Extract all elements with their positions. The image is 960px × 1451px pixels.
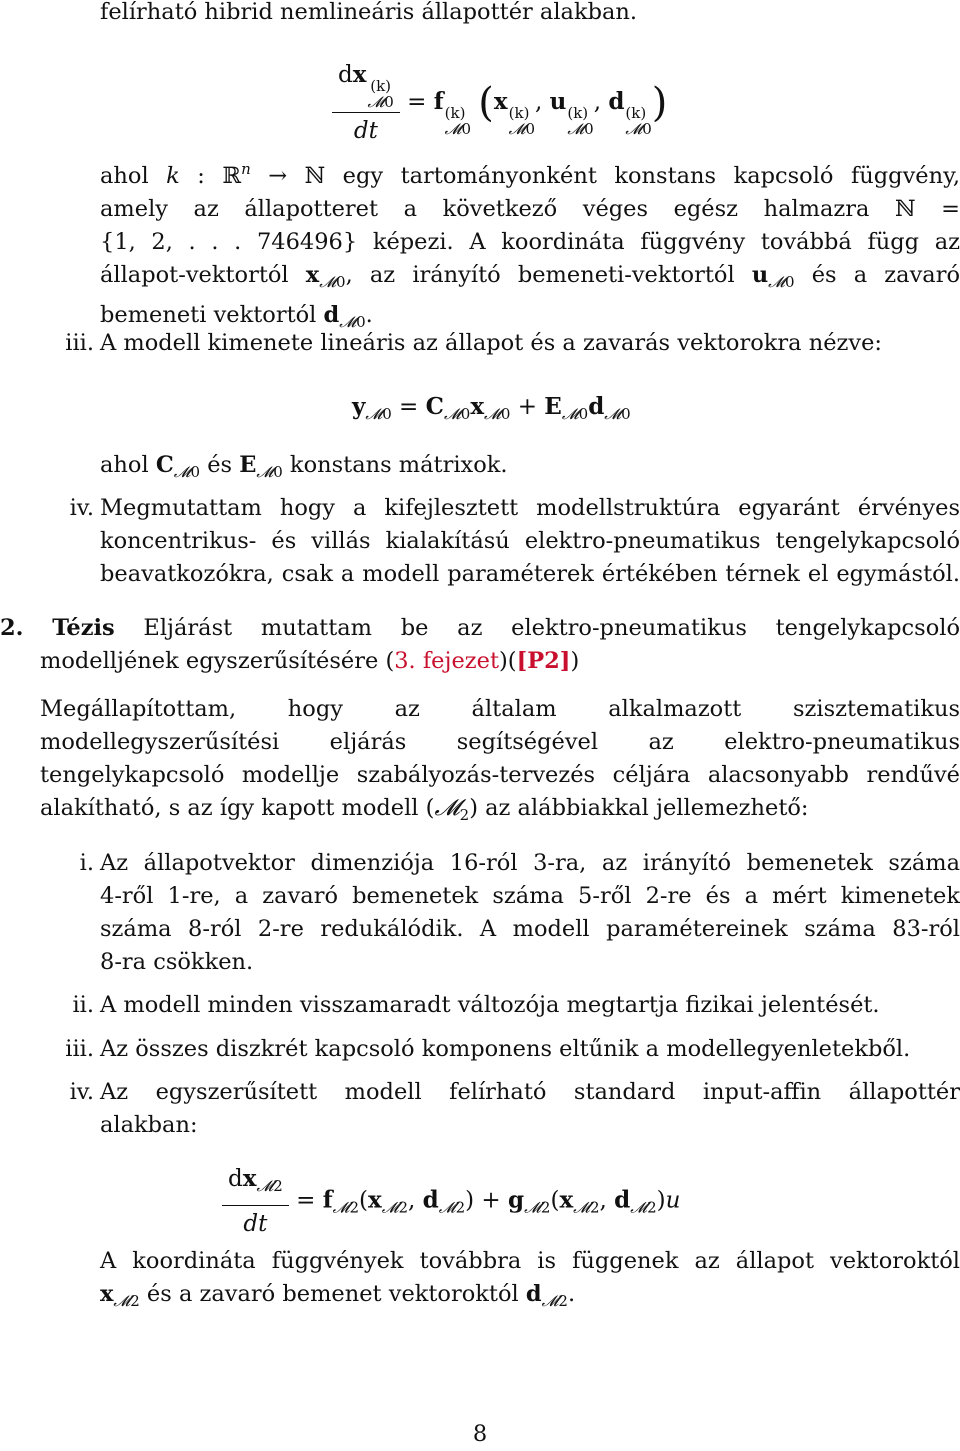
list-marker: iv. [69,1079,94,1105]
top-line: felírható hibrid nemlineáris állapottér alakban. [100,0,638,25]
reference-p2-link[interactable]: [P2] [516,648,571,674]
equation-hybrid-state: dx (k) 𝓜0 dt = f (k) 𝓜0 (x (k) 𝓜0 , u (k) 𝓜0 , d (k) 𝓜0 ) [332,58,667,148]
chapter-3-link[interactable]: 3. fejezet [394,648,499,674]
equation-output: $y_{𝓜0} = C_{𝓜0}x_{𝓜0} + E_{𝓜0}d_{𝓜0}$ [352,393,631,423]
paragraph-coordinate-functions: A koordináta függvények továbbra is függenek az állapot vektoroktól $x_{𝓜2}$ és a zavaró bemenet vektoroktól $d_{𝓜2}$. [100,1248,960,1310]
paragraph-simplification: Megállapítottam, hogy az általam alkalmazott szisztematikus modellegyszerűsítési eljárás segítségével az elektro-pneumatikus tengelykapcsoló modellje szabályozás-tervezés céljára alacsonyabb rendűvé alakítható, s az így kapott modell (𝓜$_2$) az alábbiakkal jellemezhető: [40,696,960,824]
matrices-note: ahol $C_{𝓜0}$ és $E_{𝓜0}$ konstans mátrixok. [100,452,508,481]
page-number: 8 [472,1421,488,1447]
fraction: $\frac{dx_{𝓜2}}{dt}$ [222,1162,289,1241]
list-item-physical-meaning: A modell minden visszamaradt változója megtartja fizikai jelentését. [100,992,880,1018]
list-item-input-affin: Az egyszerűsített modell felírható standard input-affin állapottér alakban: [100,1079,960,1138]
list-marker: iii. [65,330,94,356]
item-structure-validity: Megmutattam hogy a kifejlesztett modellstruktúra egyaránt érvényes koncentrikus- és villás kialakítású elektro-pneumatikus tengelykapcsoló beavatkozókra, csak a modell paraméterek értékében térnek el egymástól. [100,495,960,587]
paragraph-switching-function: ahol k : ℝ$^n$ → ℕ egy tartományonként konstans kapcsoló függvény, amely az állapotteret a következő véges egész halmazra ℕ = {1, 2, . . . 746496} képezi. A koordináta függvény továbbá függ az állapot-vektortól $x_{𝓜0}$, az irányító bemeneti-vektortól $u_{𝓜0}$ és a zavaró bemeneti vektortól $d_{𝓜0}$. [100,160,960,331]
equation-input-affine: $\frac{dx_{𝓜2}}{dt}$ = $f_{𝓜2}(x_{𝓜2}$, $d_{𝓜2}) + g_{𝓜2}(x_{𝓜2}$, $d_{𝓜2})u$ [222,1162,680,1241]
list-item-dimension-reduction: Az állapotvektor dimenziója 16-ról 3-ra, az irányító bemenetek száma 4-ről 1-re, a zavaró bemenetek száma 5-ről 2-re és a mért kimenetek száma 8-ról 2-re redukálódik. A modell paramétereinek száma 83-ról 8-ra csökken. [100,850,960,975]
list-marker: ii. [72,992,94,1018]
list-marker: iii. [65,1036,94,1062]
list-item-discrete-switch: Az összes diszkrét kapcsoló komponens eltűnik a modellegyenletekből. [100,1036,911,1062]
fraction: dx (k) 𝓜0 dt [332,58,400,148]
item-output-text: A modell kimenete lineáris az állapot és a zavarás vektorokra nézve: [100,330,883,356]
list-marker: i. [79,850,94,876]
thesis-2-heading: 2. Tézis Eljárást mutattam be az elektro-pneumatikus tengelykapcsoló modelljének egyszerűsítésére (3. fejezet)([P2]) [0,615,960,674]
list-marker: iv. [69,495,94,521]
